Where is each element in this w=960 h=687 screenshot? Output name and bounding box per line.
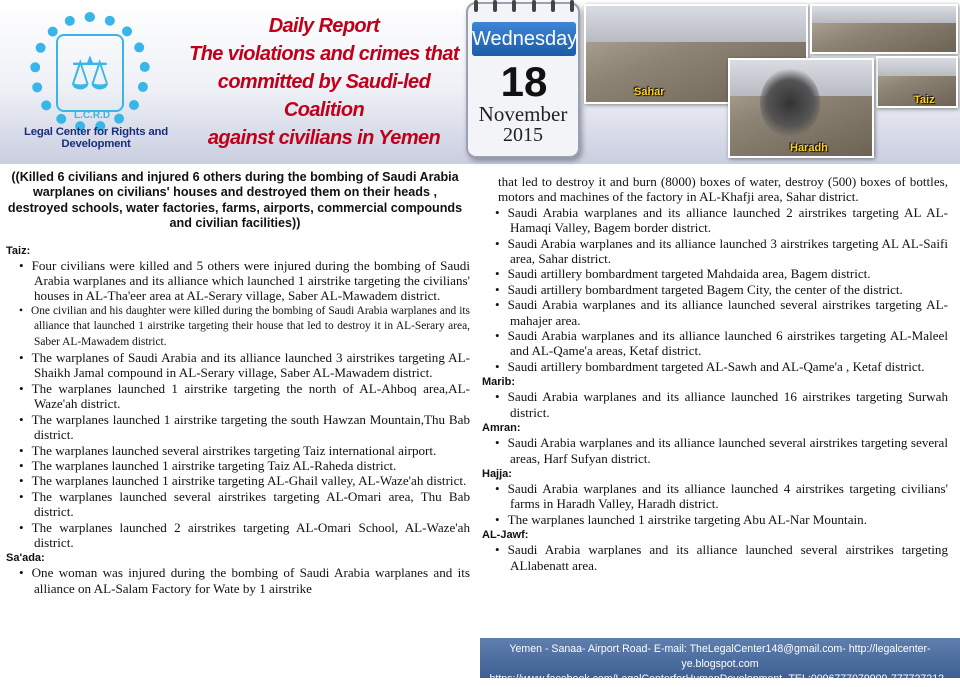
list-item: • The warplanes launched 2 airstrikes targeting AL-Omari School, AL-Waze'ah district. bbox=[6, 520, 470, 551]
list-hajja bbox=[482, 481, 948, 527]
report-title bbox=[188, 12, 460, 152]
list-item: • The warplanes launched several airstrikes targeting Taiz international airport. bbox=[6, 443, 470, 458]
list-item: • Saudi artillery bombardment targeted AL-Sawh and AL-Qame'a , Ketaf district. bbox=[482, 359, 948, 374]
calendar-weekday: Wednesday bbox=[472, 22, 576, 56]
list-item: • The warplanes launched 1 airstrike targeting AL-Ghail valley, AL-Waze'ah district. bbox=[6, 473, 470, 488]
title-line: committed by Saudi-led Coalition bbox=[217, 71, 431, 121]
list-saada-more bbox=[482, 205, 948, 374]
scales-of-justice-icon: ⚖ bbox=[56, 34, 124, 112]
list-item: • The warplanes launched 1 airstrike targeting the north of AL-Ahboq area,AL-Waze'ah district. bbox=[6, 381, 470, 412]
title-line: Daily Report bbox=[268, 15, 380, 37]
list-taiz bbox=[6, 258, 470, 551]
calendar-rings-icon bbox=[474, 0, 574, 10]
org-name: Legal Center for Rights and Development bbox=[24, 126, 168, 150]
report-header bbox=[0, 0, 960, 164]
list-item: • Four civilians were killed and 5 others were injured during the bombing of Saudi Arabia warplanes and its alliance which launched 1 airstrike targeting the civilians' houses in AL-Tha'eer area at AL-Serary village, Saber AL-Mawadem district. bbox=[6, 258, 470, 304]
list-item: • The warplanes launched 1 airstrike targeting Taiz AL-Raheda district. bbox=[6, 458, 470, 473]
list-item: • Saudi Arabia warplanes and its alliance launched several airstrikes targeting AL-mahajer area. bbox=[482, 297, 948, 328]
list-item: • The warplanes launched 1 airstrike targeting Abu AL-Nar Mountain. bbox=[482, 512, 948, 527]
list-saada bbox=[6, 565, 470, 596]
right-column bbox=[482, 174, 948, 573]
section-title-saada: Sa'ada: bbox=[6, 552, 45, 565]
calendar-day: 18 bbox=[500, 58, 548, 105]
list-item: • The warplanes launched several airstrikes targeting AL-Omari area, Thu Bab district. bbox=[6, 489, 470, 520]
calendar-month: November bbox=[478, 102, 568, 126]
list-item: • Saudi Arabia warplanes and its alliance launched 2 airstrikes targeting AL AL-Hamaqi Valley, Bagem border district. bbox=[482, 205, 948, 236]
footer-contact-line: Yemen - Sanaa- Airport Road- E-mail: TheLegalCenter148@gmail.com- http://legalcenter-ye.blogspot.com bbox=[509, 643, 931, 670]
list-item: • Saudi artillery bombardment targeted Mahdaida area, Bagem district. bbox=[482, 266, 948, 281]
section-title-hajja: Hajja: bbox=[482, 467, 512, 480]
calendar-year: 2015 bbox=[503, 124, 543, 146]
left-column bbox=[6, 170, 470, 596]
contact-footer bbox=[480, 638, 960, 685]
list-item: • Saudi Arabia warplanes and its alliance launched 3 airstrikes targeting AL AL-Saifi area, Sahar district. bbox=[482, 236, 948, 267]
photo-taiz bbox=[876, 56, 958, 108]
list-item: • One woman was injured during the bombing of Saudi Arabia warplanes and its alliance on AL-Salam Factory for Wate by 1 airstrike bbox=[6, 565, 470, 596]
list-item: • Saudi Arabia warplanes and its alliance launched 6 airstrikes targeting AL-Maleel and AL-Qame'a areas, Ketaf district. bbox=[482, 328, 948, 359]
photo-top-right bbox=[810, 4, 958, 54]
list-item: • Saudi Arabia warplanes and its alliance launched 4 airstrikes targeting civilians' farms in Haradh Valley, Haradh district. bbox=[482, 481, 948, 512]
photo-label-sahar: Sahar bbox=[634, 86, 665, 98]
section-title-taiz: Taiz: bbox=[6, 244, 31, 257]
list-item-continuation: that led to destroy it and burn (8000) boxes of water, destroy (500) boxes of bottles, motors and machines of the factory in AL-Khafji area, Sahar district. bbox=[498, 174, 948, 205]
footer-contact-line: https://www.facebook.com/LegalCenterforHumanDevelopment- TEL:0096777079909-777727212 - bbox=[489, 673, 951, 685]
list-item: • Saudi Arabia warplanes and its alliance launched several airstrikes targeting several areas, Harf Sufyan district. bbox=[482, 435, 948, 466]
list-item: • Saudi Arabia warplanes and its alliance launched 16 airstrikes targeting Surwah district. bbox=[482, 389, 948, 420]
title-line: against civilians in Yemen bbox=[207, 127, 441, 149]
photo-label-taiz: Taiz bbox=[914, 94, 935, 106]
section-title-marib: Marib: bbox=[482, 376, 515, 389]
photo-haradh bbox=[728, 58, 874, 158]
list-aljawf bbox=[482, 542, 948, 573]
list-item: • Saudi Arabia warplanes and its alliance launched several airstrikes targeting ALlabenatt area. bbox=[482, 542, 948, 573]
report-summary: ((Killed 6 civilians and injured 6 others during the bombing of Saudi Arabia warplanes on civilians' houses and destroyed them on their heads , destroyed schools, water factories, farms, airports, commercial compounds and civilian facilities)) bbox=[7, 170, 463, 231]
list-amran bbox=[482, 435, 948, 466]
section-title-amran: Amran: bbox=[482, 422, 521, 435]
logo-abbreviation: L.C.R.D bbox=[73, 110, 111, 121]
section-title-aljawf: AL-Jawf: bbox=[482, 529, 529, 542]
photo-label-haradh: Haradh bbox=[790, 142, 828, 154]
list-item: • The warplanes launched 1 airstrike targeting the south Hawzan Mountain,Thu Bab district. bbox=[6, 412, 470, 443]
list-item: • One civilian and his daughter were killed during the bombing of Saudi Arabia warplanes and its alliance that launched 1 airstrike targeting their house that led to destroy it in AL-Serary area, Saber AL-Mawadem district. bbox=[6, 304, 470, 350]
list-item: • The warplanes of Saudi Arabia and its alliance launched 3 airstrikes targeting AL-Shaikh Jamal compound in AL-Serary village, Saber AL-Mawadem district. bbox=[6, 350, 470, 381]
list-item: • Saudi artillery bombardment targeted Bagem City, the center of the district. bbox=[482, 282, 948, 297]
title-line: The violations and crimes that bbox=[189, 43, 459, 65]
list-marib bbox=[482, 389, 948, 420]
date-calendar bbox=[466, 2, 580, 158]
